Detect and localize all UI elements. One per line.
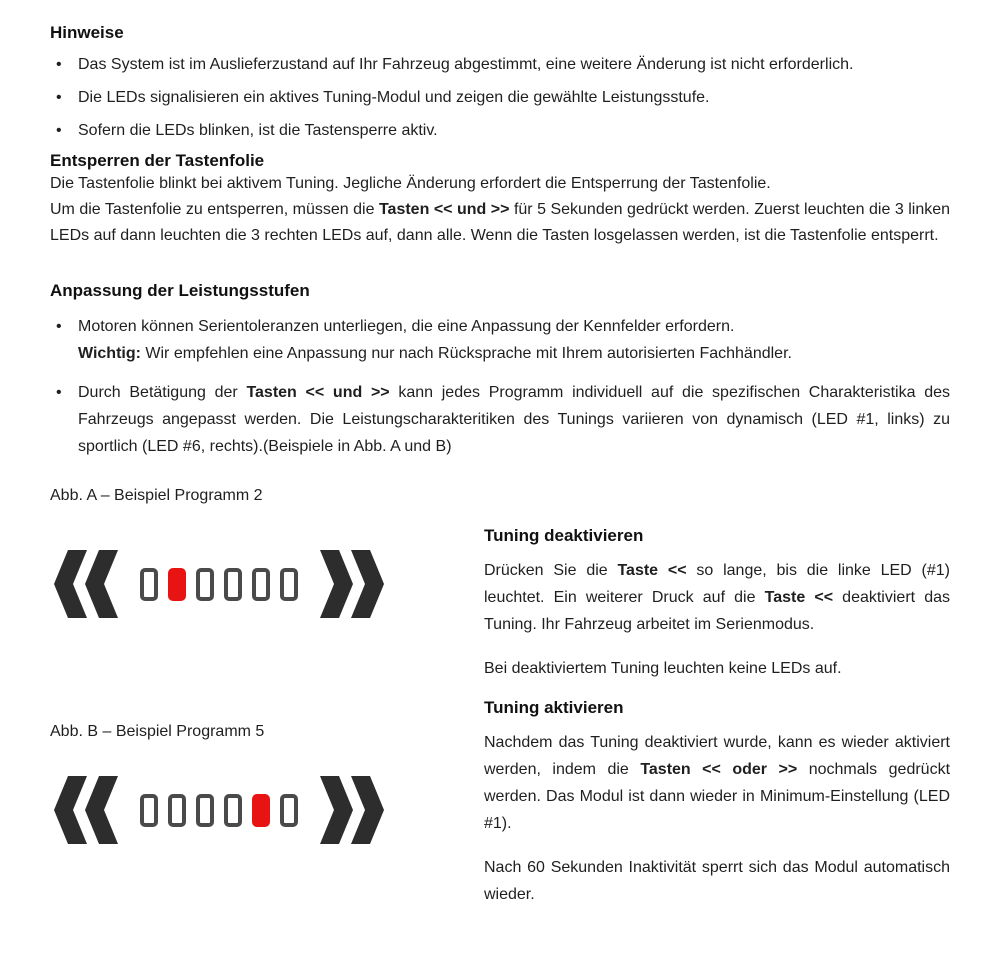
tuning-deactivate-paragraph: Drücken Sie die Taste << so lange, bis die linke LED (#1) leuchtet. Ein weiterer Druck auf die Taste << deaktiviert das Tuning. Ihr Fahrzeug arbeitet im Serienmodus. [484, 562, 951, 633]
led-row [140, 568, 298, 601]
double-chevron-right-icon [320, 550, 384, 618]
led-5-active [252, 794, 270, 827]
hinweise-heading: Hinweise [50, 23, 124, 42]
led-5 [252, 568, 270, 601]
anpassung-bullet-1-line-2: Wichtig: Wir empfehlen eine Anpassung nur nach Rücksprache mit Ihrem autorisierten Fachhändler. [78, 345, 792, 362]
led-row [140, 794, 298, 827]
double-chevron-right-icon [320, 776, 384, 844]
led-1 [140, 568, 158, 601]
tuning-deactivate-note: Bei deaktiviertem Tuning leuchten keine LEDs auf. [484, 660, 842, 677]
led-6 [280, 794, 298, 827]
figure-b-led-panel [54, 776, 384, 844]
double-chevron-left-icon [54, 550, 118, 618]
led-4 [224, 568, 242, 601]
led-4 [224, 794, 242, 827]
anpassung-bullet-list [50, 313, 950, 460]
led-2 [168, 794, 186, 827]
entsperren-paragraph-1: Die Tastenfolie blinkt bei aktivem Tuning. Jegliche Änderung erfordert die Entsperrung der Tastenfolie. [50, 175, 771, 192]
tuning-activate-paragraph-2: Nach 60 Sekunden Inaktivität sperrt sich das Modul automatisch wieder. [484, 859, 950, 903]
anpassung-bullet-1-line-1: • Motoren können Serientoleranzen unterliegen, die eine Anpassung der Kennfelder erfordern. [78, 318, 735, 335]
led-3 [196, 794, 214, 827]
entsperren-paragraph-2: Um die Tastenfolie zu entsperren, müssen die Tasten << und >> für 5 Sekunden gedrückt werden. Zuerst leuchten die 3 linken LEDs auf dann leuchten die 3 rechten LEDs auf, dann alle. Wenn die Tasten losgelassen werden, ist die Tastenfolie entsperrt. [50, 201, 951, 244]
figure-a-label: Abb. A – Beispiel Programm 2 [50, 487, 263, 504]
figure-and-text-area [50, 486, 950, 908]
anpassung-bullet-1 [50, 313, 950, 367]
led-1 [140, 794, 158, 827]
anpassung-bullet-2: • Durch Betätigung der Tasten << und >> kann jedes Programm individuell auf die spezifischen Charakteristika des Fahrzeugs angepasst werden. Die Leistungscharakteritiken des Tunings variieren von dynamisch (LED #1, links) zu sportlich (LED #6, rechts).(Beispiele in Abb. A und B) [50, 379, 950, 460]
hinweise-bullet-3: • Sofern die LEDs blinken, ist die Tastensperre aktiv. [50, 118, 950, 144]
tuning-activate-paragraph-1: Nachdem das Tuning deaktiviert wurde, kann es wieder aktiviert werden, indem die Tasten << oder >> nochmals gedrückt werden. Das Modul ist dann wieder in Minimum-Einstellung (LED #1). [484, 734, 951, 832]
figure-b-label: Abb. B – Beispiel Programm 5 [50, 723, 265, 740]
tuning-text-column [484, 486, 950, 908]
led-2-active [168, 568, 186, 601]
led-3 [196, 568, 214, 601]
anpassung-heading: Anpassung der Leistungsstufen [50, 281, 310, 300]
hinweise-bullet-2: • Die LEDs signalisieren ein aktives Tuning-Modul und zeigen die gewählte Leistungsstufe. [50, 85, 950, 111]
tuning-activate-heading: Tuning aktivieren [484, 698, 624, 717]
entsperren-heading: Entsperren der Tastenfolie [50, 151, 265, 170]
hinweise-bullet-list [50, 52, 950, 144]
hinweise-bullet-1: • Das System ist im Auslieferzustand auf Ihr Fahrzeug abgestimmt, eine weitere Änderung ist nicht erforderlich. [50, 52, 950, 78]
figure-a-led-panel [54, 550, 384, 618]
double-chevron-left-icon [54, 776, 118, 844]
led-6 [280, 568, 298, 601]
figure-column [50, 486, 484, 908]
tuning-deactivate-heading: Tuning deaktivieren [484, 526, 644, 545]
